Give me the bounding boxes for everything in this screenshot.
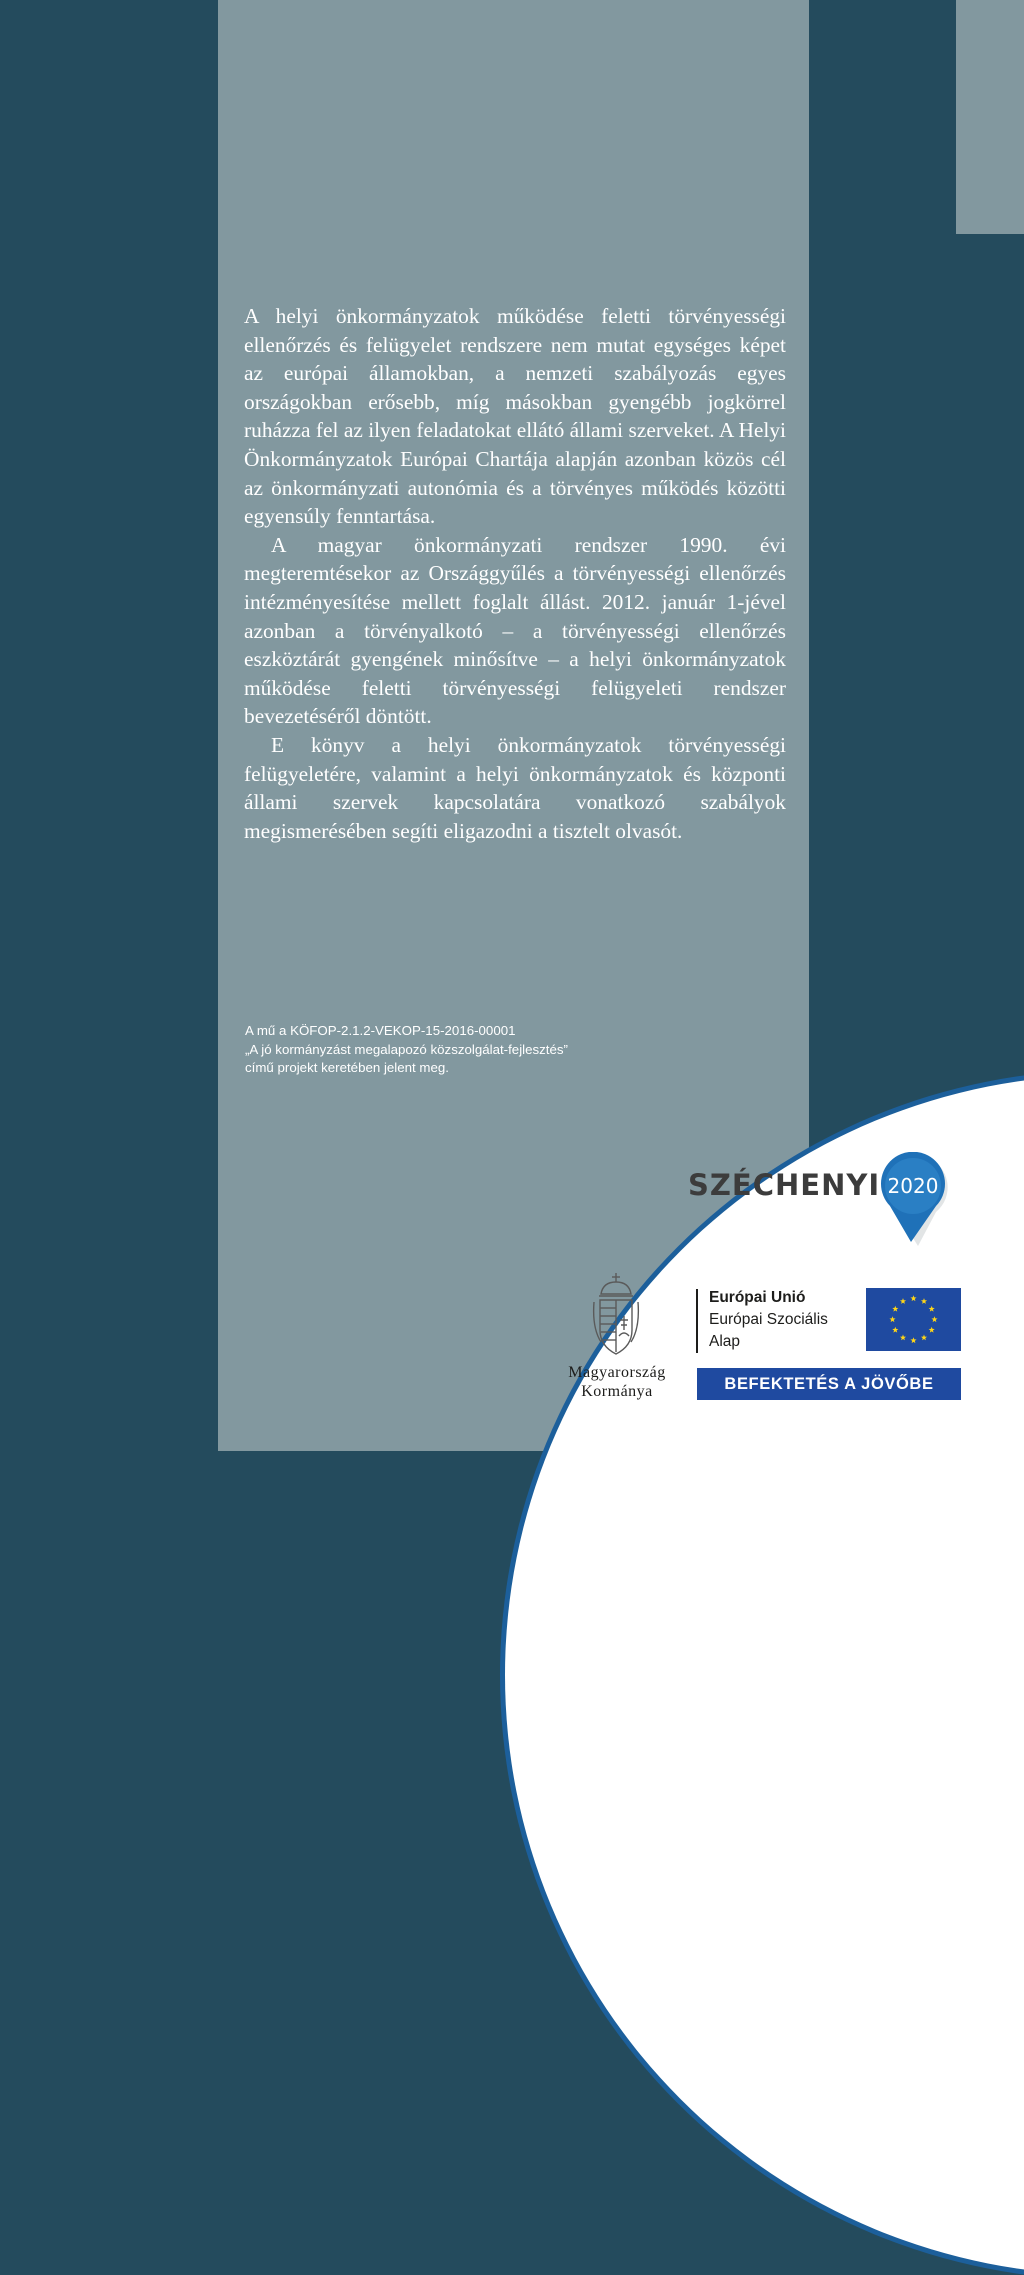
eu-fund-line: Alap: [709, 1333, 741, 1350]
project-note-line: „A jó kormányzást megalapozó közszolgálat-fejlesztés”: [245, 1041, 568, 1057]
government-name-line: Kormánya: [581, 1383, 653, 1400]
eu-divider: [696, 1289, 698, 1353]
eu-flag-icon: [866, 1288, 961, 1351]
invest-banner: BEFEKTETÉS A JÖVŐBE: [697, 1368, 961, 1400]
blurb-paragraph-2: A magyar önkormányzati rendszer 1990. évi megteremtésekor az Országgyűlés a törvényességi ellenőrzés intézményesítése mellett foglalt állást. 2012. január 1-jével azonban a törvényalkotó – a törvényességi ellenőrzés eszköztárát gyengének minősítve – a helyi önkormányzatok működése feletti törvényességi felügyeleti rendszer bevezetéséről döntött.: [244, 532, 786, 729]
szechenyi-pin-icon: [878, 1152, 954, 1246]
szechenyi-wordmark: SZÉCHENYI: [688, 1168, 881, 1202]
back-cover-blurb: [244, 302, 786, 845]
project-note-line: című projekt keretében jelent meg.: [245, 1060, 449, 1075]
szechenyi-year: 2020: [887, 1174, 939, 1198]
coat-of-arms-icon: [591, 1272, 641, 1358]
blurb-paragraph-3: E könyv a helyi önkormányzatok törvényességi felügyeletére, valamint a helyi önkormányzatok és központi állami szervek kapcsolatára vonatkozó szabályok megismerésében segíti eligazodni a tisztelt olvasót.: [244, 732, 786, 843]
eu-union-label: Európai Unió: [709, 1289, 806, 1306]
government-name: [548, 1363, 686, 1401]
eu-fund-label: [709, 1287, 828, 1353]
project-note-line: A mű a KÖFOP-2.1.2-VEKOP-15-2016-00001: [245, 1023, 516, 1038]
eu-fund-line: Európai Szociális: [709, 1311, 828, 1328]
corner-tab: [956, 0, 1024, 234]
blurb-paragraph-1: A helyi önkormányzatok működése feletti törvényességi ellenőrzés és felügyelet rendszere nem mutat egységes képet az európai államokban, a nemzeti szabályozás egyes országokban erősebb, míg másokban gyengébb jogkörrel ruházza fel az ilyen feladatokat ellátó állami szerveket. A Helyi Önkormányzatok Európai Chartája alapján azonban közös cél az önkormányzati autonómia és a törvényes működés közötti egyensúly fenntartása.: [244, 304, 786, 529]
government-name-line: Magyarország: [568, 1364, 666, 1381]
project-note: [245, 1022, 665, 1078]
